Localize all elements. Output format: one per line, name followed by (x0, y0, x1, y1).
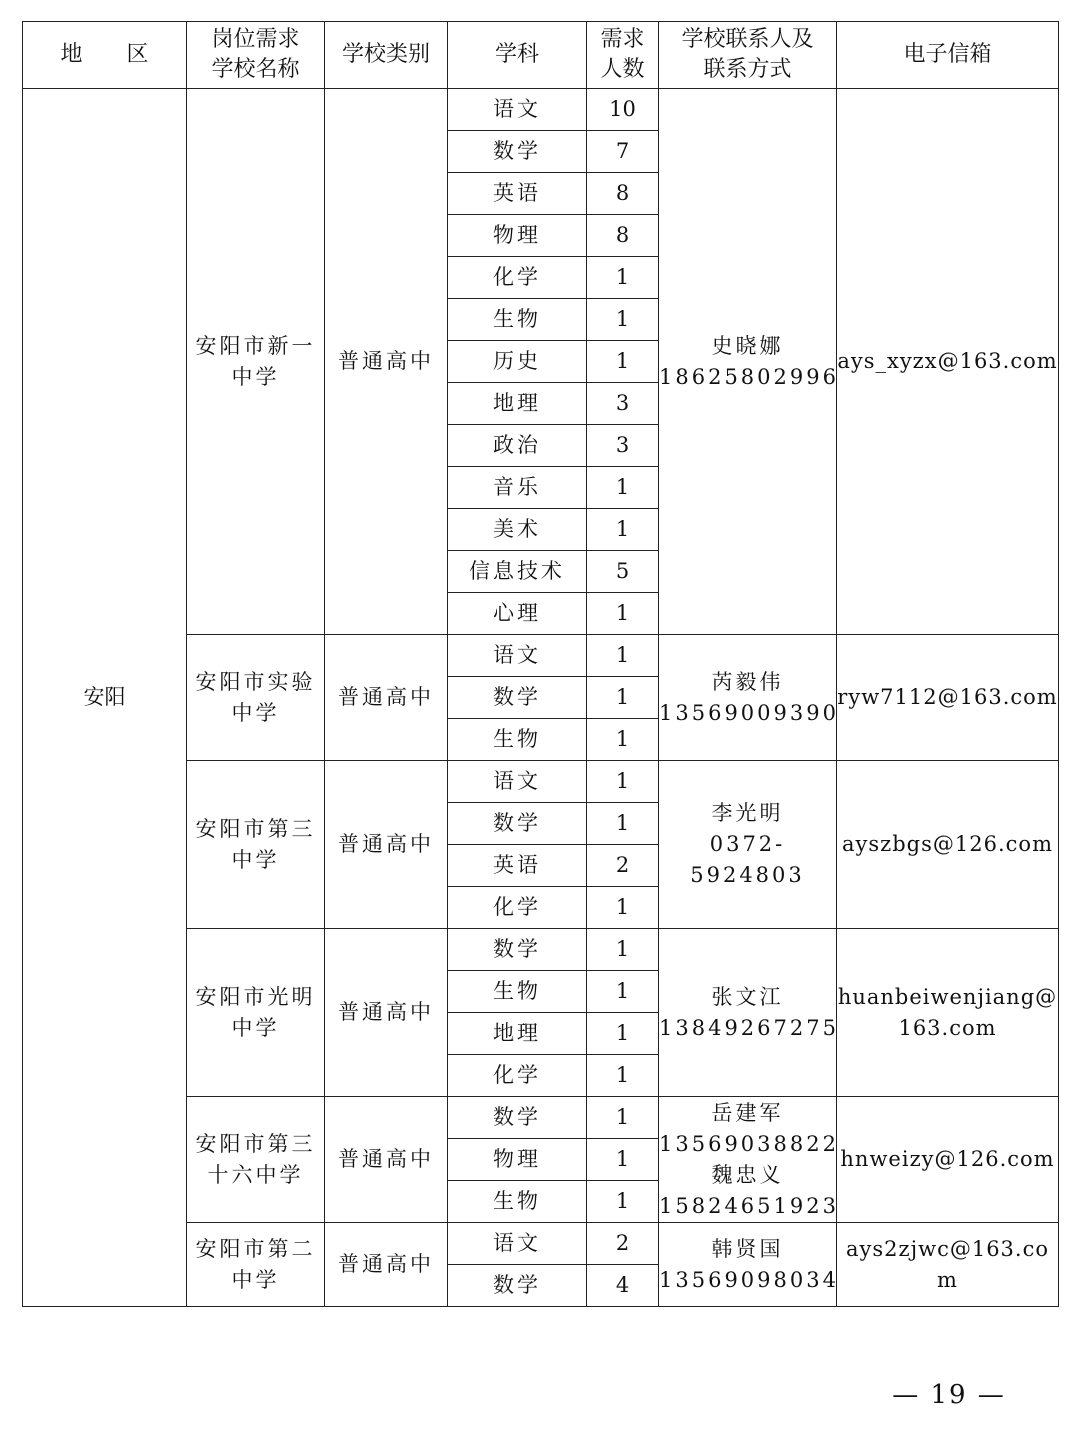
subject-cell: 生物 (448, 971, 587, 1013)
school-name-line: 安阳市第三 (195, 1131, 316, 1156)
subject-cell: 英语 (448, 173, 587, 215)
count-cell: 10 (587, 89, 659, 131)
subject-cell: 数学 (448, 1265, 587, 1307)
count-cell: 1 (587, 593, 659, 635)
email-cell: ryw7112@163.com (837, 635, 1059, 761)
header-school-name: 岗位需求 学校名称 (187, 22, 325, 89)
subject-cell: 物理 (448, 215, 587, 257)
contact-cell (659, 1223, 837, 1307)
contact-line: 李光明 (711, 801, 784, 825)
contact-line: 13569009390 (659, 700, 839, 725)
count-cell: 2 (587, 845, 659, 887)
region-cell: 安阳 (23, 89, 187, 1307)
count-cell: 5 (587, 551, 659, 593)
email-cell: hnweizy@126.com (837, 1097, 1059, 1223)
school-name-line: 中学 (231, 1015, 280, 1040)
page-number: — 19 — (892, 1380, 1006, 1410)
contact-cell (659, 761, 837, 929)
subject-cell: 生物 (448, 719, 587, 761)
contact-line: 15824651923 (659, 1193, 839, 1218)
subject-cell: 地理 (448, 383, 587, 425)
count-cell: 1 (587, 1181, 659, 1223)
contact-line: 史晓娜 (711, 333, 784, 358)
table-row (23, 89, 1059, 131)
subject-cell: 信息技术 (448, 551, 587, 593)
subject-cell: 数学 (448, 929, 587, 971)
count-cell: 1 (587, 971, 659, 1013)
email-cell: ayszbgs@126.com (837, 761, 1059, 929)
school-type-cell: 普通高中 (325, 929, 448, 1097)
email-cell: huanbeiwenjiang@163.com (837, 929, 1059, 1097)
school-name-line: 十六中学 (207, 1162, 304, 1187)
contact-line: 0372-5924803 (690, 832, 805, 887)
school-name-cell (187, 1223, 325, 1307)
header-count: 需求 人数 (587, 22, 659, 89)
count-cell: 3 (587, 425, 659, 467)
count-cell: 1 (587, 467, 659, 509)
subject-cell: 心理 (448, 593, 587, 635)
count-cell: 1 (587, 803, 659, 845)
header-contact: 学校联系人及 联系方式 (659, 22, 837, 89)
email-cell: ays_xyzx@163.com (837, 89, 1059, 635)
school-type-cell: 普通高中 (325, 1223, 448, 1307)
school-type-cell: 普通高中 (325, 1097, 448, 1223)
table-body (23, 89, 1059, 1307)
contact-cell (659, 929, 837, 1097)
count-cell: 1 (587, 257, 659, 299)
contact-line: 13569098034 (659, 1267, 839, 1292)
school-name-cell (187, 89, 325, 635)
school-name-line: 安阳市第三 (195, 816, 316, 841)
header-row (23, 22, 1059, 89)
school-type-cell: 普通高中 (325, 89, 448, 635)
subject-cell: 数学 (448, 1097, 587, 1139)
count-cell: 8 (587, 173, 659, 215)
school-name-line: 中学 (231, 364, 280, 389)
subject-cell: 历史 (448, 341, 587, 383)
recruitment-table (22, 21, 1059, 1307)
header-email: 电子信箱 (837, 22, 1059, 89)
contact-cell (659, 635, 837, 761)
school-name-cell (187, 635, 325, 761)
subject-cell: 化学 (448, 257, 587, 299)
subject-cell: 英语 (448, 845, 587, 887)
contact-line: 魏忠义 (711, 1162, 784, 1187)
school-name-line: 中学 (231, 1267, 280, 1292)
subject-cell: 物理 (448, 1139, 587, 1181)
subject-cell: 数学 (448, 677, 587, 719)
count-cell: 1 (587, 761, 659, 803)
header-subject: 学科 (448, 22, 587, 89)
subject-cell: 化学 (448, 887, 587, 929)
subject-cell: 语文 (448, 1223, 587, 1265)
count-cell: 1 (587, 509, 659, 551)
subject-cell: 语文 (448, 89, 587, 131)
contact-cell (659, 1097, 837, 1223)
school-name-line: 安阳市光明 (195, 984, 316, 1009)
subject-cell: 语文 (448, 761, 587, 803)
count-cell: 1 (587, 1139, 659, 1181)
count-cell: 1 (587, 887, 659, 929)
count-cell: 1 (587, 677, 659, 719)
header-region: 地 区 (23, 22, 187, 89)
subject-cell: 美术 (448, 509, 587, 551)
school-name-line: 安阳市新一 (195, 333, 316, 358)
subject-cell: 数学 (448, 131, 587, 173)
header-school-type: 学校类别 (325, 22, 448, 89)
subject-cell: 政治 (448, 425, 587, 467)
count-cell: 1 (587, 1055, 659, 1097)
subject-cell: 语文 (448, 635, 587, 677)
count-cell: 2 (587, 1223, 659, 1265)
count-cell: 4 (587, 1265, 659, 1307)
school-name-cell (187, 1097, 325, 1223)
count-cell: 1 (587, 341, 659, 383)
contact-line: 18625802996 (659, 364, 839, 389)
subject-cell: 生物 (448, 1181, 587, 1223)
contact-line: 张文江 (711, 984, 784, 1009)
school-name-cell (187, 929, 325, 1097)
count-cell: 1 (587, 929, 659, 971)
school-type-cell: 普通高中 (325, 761, 448, 929)
contact-line: 岳建军 (711, 1100, 784, 1125)
subject-cell: 化学 (448, 1055, 587, 1097)
school-name-line: 安阳市第二 (195, 1236, 316, 1261)
count-cell: 1 (587, 635, 659, 677)
school-name-line: 中学 (231, 847, 280, 872)
school-name-cell (187, 761, 325, 929)
subject-cell: 地理 (448, 1013, 587, 1055)
subject-cell: 音乐 (448, 467, 587, 509)
count-cell: 1 (587, 1097, 659, 1139)
email-cell: ays2zjwc@163.com (837, 1223, 1059, 1307)
count-cell: 1 (587, 299, 659, 341)
subject-cell: 生物 (448, 299, 587, 341)
count-cell: 1 (587, 1013, 659, 1055)
school-name-line: 安阳市实验 (195, 669, 316, 694)
subject-cell: 数学 (448, 803, 587, 845)
school-type-cell: 普通高中 (325, 635, 448, 761)
count-cell: 3 (587, 383, 659, 425)
count-cell: 7 (587, 131, 659, 173)
count-cell: 1 (587, 719, 659, 761)
school-name-line: 中学 (231, 700, 280, 725)
count-cell: 8 (587, 215, 659, 257)
contact-line: 韩贤国 (711, 1236, 784, 1261)
contact-line: 13569038822 (659, 1131, 839, 1156)
contact-line: 13849267275 (659, 1015, 839, 1040)
contact-cell (659, 89, 837, 635)
contact-line: 芮毅伟 (711, 669, 784, 694)
